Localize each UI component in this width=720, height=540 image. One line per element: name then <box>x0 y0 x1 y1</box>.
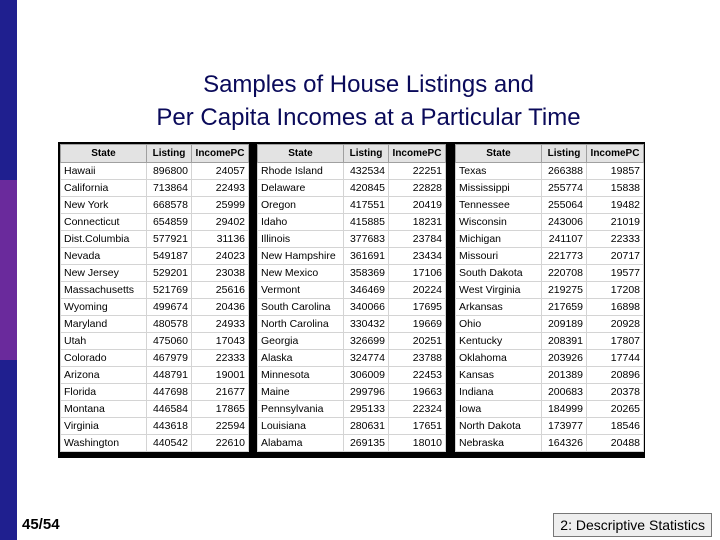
income-cell: 18231 <box>389 214 446 231</box>
income-cell: 16898 <box>587 299 644 316</box>
table-row <box>258 248 446 265</box>
data-table-1 <box>60 144 249 452</box>
state-cell: Utah <box>61 333 147 350</box>
state-cell: Wyoming <box>61 299 147 316</box>
listing-cell: 164326 <box>542 435 587 452</box>
column-header: Listing <box>344 145 389 163</box>
income-cell: 19482 <box>587 197 644 214</box>
state-cell: Iowa <box>456 401 542 418</box>
footer-label: 2: Descriptive Statistics <box>553 513 712 537</box>
listing-cell: 255064 <box>542 197 587 214</box>
table-row <box>258 350 446 367</box>
income-cell: 17865 <box>192 401 249 418</box>
income-cell: 18546 <box>587 418 644 435</box>
income-cell: 22594 <box>192 418 249 435</box>
state-cell: Arizona <box>61 367 147 384</box>
table-row <box>456 282 644 299</box>
income-cell: 23788 <box>389 350 446 367</box>
table-row <box>61 163 249 180</box>
table-row <box>456 435 644 452</box>
column-header: State <box>456 145 542 163</box>
state-cell: Indiana <box>456 384 542 401</box>
table-row <box>456 367 644 384</box>
state-cell: South Carolina <box>258 299 344 316</box>
income-cell: 24023 <box>192 248 249 265</box>
listing-cell: 280631 <box>344 418 389 435</box>
income-cell: 22453 <box>389 367 446 384</box>
listing-cell: 299796 <box>344 384 389 401</box>
side-bar-middle <box>0 180 17 360</box>
listing-cell: 361691 <box>344 248 389 265</box>
listing-cell: 184999 <box>542 401 587 418</box>
table-row <box>258 401 446 418</box>
income-cell: 20251 <box>389 333 446 350</box>
table-row <box>258 214 446 231</box>
table-row <box>456 333 644 350</box>
state-cell: West Virginia <box>456 282 542 299</box>
listing-cell: 201389 <box>542 367 587 384</box>
state-cell: Arkansas <box>456 299 542 316</box>
state-cell: Pennsylvania <box>258 401 344 418</box>
table-row <box>61 180 249 197</box>
income-cell: 21677 <box>192 384 249 401</box>
income-cell: 25616 <box>192 282 249 299</box>
listing-cell: 203926 <box>542 350 587 367</box>
income-cell: 15838 <box>587 180 644 197</box>
income-cell: 19663 <box>389 384 446 401</box>
income-cell: 21019 <box>587 214 644 231</box>
listing-cell: 306009 <box>344 367 389 384</box>
income-cell: 20928 <box>587 316 644 333</box>
title-line-2: Per Capita Incomes at a Particular Time <box>156 104 581 131</box>
listing-cell: 896800 <box>147 163 192 180</box>
column-header: IncomePC <box>587 145 644 163</box>
income-cell: 20265 <box>587 401 644 418</box>
table-row <box>258 384 446 401</box>
table-row <box>456 163 644 180</box>
table-row <box>61 418 249 435</box>
income-cell: 17695 <box>389 299 446 316</box>
state-cell: Kentucky <box>456 333 542 350</box>
income-cell: 17208 <box>587 282 644 299</box>
listing-cell: 440542 <box>147 435 192 452</box>
income-cell: 20224 <box>389 282 446 299</box>
table-row <box>61 350 249 367</box>
state-cell: North Carolina <box>258 316 344 333</box>
listing-cell: 446584 <box>147 401 192 418</box>
listing-cell: 324774 <box>344 350 389 367</box>
column-header: State <box>258 145 344 163</box>
listing-cell: 241107 <box>542 231 587 248</box>
listing-cell: 173977 <box>542 418 587 435</box>
table-row <box>61 435 249 452</box>
listing-cell: 269135 <box>344 435 389 452</box>
state-cell: Oregon <box>258 197 344 214</box>
listing-cell: 654859 <box>147 214 192 231</box>
state-cell: Texas <box>456 163 542 180</box>
listing-cell: 668578 <box>147 197 192 214</box>
state-cell: Colorado <box>61 350 147 367</box>
income-cell: 22333 <box>587 231 644 248</box>
table-row <box>456 384 644 401</box>
column-header: IncomePC <box>389 145 446 163</box>
income-cell: 20378 <box>587 384 644 401</box>
state-cell: Washington <box>61 435 147 452</box>
listing-cell: 255774 <box>542 180 587 197</box>
income-cell: 23434 <box>389 248 446 265</box>
column-header: Listing <box>147 145 192 163</box>
table-row <box>61 248 249 265</box>
state-cell: Tennessee <box>456 197 542 214</box>
table-row <box>61 265 249 282</box>
listing-cell: 420845 <box>344 180 389 197</box>
listing-cell: 243006 <box>542 214 587 231</box>
table-row <box>258 197 446 214</box>
data-table-2 <box>257 144 446 452</box>
income-cell: 19857 <box>587 163 644 180</box>
table-row <box>61 197 249 214</box>
tables-container <box>58 142 645 458</box>
table-row <box>258 333 446 350</box>
state-cell: Wisconsin <box>456 214 542 231</box>
table-row <box>456 231 644 248</box>
income-cell: 19001 <box>192 367 249 384</box>
state-cell: Rhode Island <box>258 163 344 180</box>
listing-cell: 447698 <box>147 384 192 401</box>
income-cell: 17744 <box>587 350 644 367</box>
listing-cell: 415885 <box>344 214 389 231</box>
state-cell: Massachusetts <box>61 282 147 299</box>
income-cell: 20419 <box>389 197 446 214</box>
table-row <box>258 435 446 452</box>
table-row <box>61 367 249 384</box>
column-header: Listing <box>542 145 587 163</box>
state-cell: Connecticut <box>61 214 147 231</box>
state-cell: Michigan <box>456 231 542 248</box>
table-row <box>61 282 249 299</box>
state-cell: Minnesota <box>258 367 344 384</box>
listing-cell: 208391 <box>542 333 587 350</box>
listing-cell: 346469 <box>344 282 389 299</box>
listing-cell: 219275 <box>542 282 587 299</box>
table-row <box>456 265 644 282</box>
table-row <box>258 163 446 180</box>
state-cell: Nevada <box>61 248 147 265</box>
table-row <box>258 265 446 282</box>
state-cell: Maryland <box>61 316 147 333</box>
table-row <box>456 401 644 418</box>
income-cell: 20896 <box>587 367 644 384</box>
state-cell: Idaho <box>258 214 344 231</box>
table-row <box>456 180 644 197</box>
listing-cell: 432534 <box>344 163 389 180</box>
table-row <box>456 248 644 265</box>
table-row <box>456 350 644 367</box>
page-number: 45/54 <box>22 516 60 533</box>
table-row <box>258 367 446 384</box>
state-cell: Florida <box>61 384 147 401</box>
state-cell: Mississippi <box>456 180 542 197</box>
income-cell: 22324 <box>389 401 446 418</box>
state-cell: California <box>61 180 147 197</box>
state-cell: Hawaii <box>61 163 147 180</box>
table-row <box>456 214 644 231</box>
column-header: IncomePC <box>192 145 249 163</box>
listing-cell: 340066 <box>344 299 389 316</box>
slide-title <box>17 68 720 134</box>
table-row <box>258 418 446 435</box>
state-cell: New Hampshire <box>258 248 344 265</box>
state-cell: Dist.Columbia <box>61 231 147 248</box>
table-row <box>456 197 644 214</box>
listing-cell: 209189 <box>542 316 587 333</box>
table-row <box>61 316 249 333</box>
listing-cell: 521769 <box>147 282 192 299</box>
state-cell: South Dakota <box>456 265 542 282</box>
table-row <box>258 180 446 197</box>
income-cell: 17807 <box>587 333 644 350</box>
table-row <box>456 418 644 435</box>
state-cell: New York <box>61 197 147 214</box>
income-cell: 18010 <box>389 435 446 452</box>
column-header: State <box>61 145 147 163</box>
state-cell: Ohio <box>456 316 542 333</box>
data-table-3 <box>455 144 644 452</box>
state-cell: Vermont <box>258 282 344 299</box>
income-cell: 17106 <box>389 265 446 282</box>
income-cell: 20717 <box>587 248 644 265</box>
listing-cell: 377683 <box>344 231 389 248</box>
income-cell: 22493 <box>192 180 249 197</box>
income-cell: 22251 <box>389 163 446 180</box>
income-cell: 19577 <box>587 265 644 282</box>
income-cell: 25999 <box>192 197 249 214</box>
income-cell: 19669 <box>389 316 446 333</box>
listing-cell: 475060 <box>147 333 192 350</box>
state-cell: Nebraska <box>456 435 542 452</box>
table-row <box>61 231 249 248</box>
table-row <box>456 316 644 333</box>
table-row <box>61 299 249 316</box>
state-cell: Missouri <box>456 248 542 265</box>
state-cell: Montana <box>61 401 147 418</box>
state-cell: Virginia <box>61 418 147 435</box>
side-bar-top <box>0 0 17 180</box>
listing-cell: 217659 <box>542 299 587 316</box>
listing-cell: 330432 <box>344 316 389 333</box>
income-cell: 23784 <box>389 231 446 248</box>
listing-cell: 358369 <box>344 265 389 282</box>
income-cell: 20488 <box>587 435 644 452</box>
income-cell: 22610 <box>192 435 249 452</box>
table-row <box>61 333 249 350</box>
listing-cell: 326699 <box>344 333 389 350</box>
income-cell: 17043 <box>192 333 249 350</box>
table-row <box>258 231 446 248</box>
listing-cell: 221773 <box>542 248 587 265</box>
table-row <box>61 214 249 231</box>
state-cell: Illinois <box>258 231 344 248</box>
listing-cell: 480578 <box>147 316 192 333</box>
listing-cell: 448791 <box>147 367 192 384</box>
state-cell: Delaware <box>258 180 344 197</box>
table-row <box>456 299 644 316</box>
income-cell: 31136 <box>192 231 249 248</box>
listing-cell: 549187 <box>147 248 192 265</box>
state-cell: Alaska <box>258 350 344 367</box>
listing-cell: 499674 <box>147 299 192 316</box>
listing-cell: 417551 <box>344 197 389 214</box>
state-cell: Kansas <box>456 367 542 384</box>
listing-cell: 220708 <box>542 265 587 282</box>
state-cell: Georgia <box>258 333 344 350</box>
state-cell: Maine <box>258 384 344 401</box>
state-cell: Alabama <box>258 435 344 452</box>
state-cell: North Dakota <box>456 418 542 435</box>
income-cell: 24057 <box>192 163 249 180</box>
income-cell: 20436 <box>192 299 249 316</box>
listing-cell: 529201 <box>147 265 192 282</box>
side-bar-bottom <box>0 360 17 540</box>
state-cell: New Mexico <box>258 265 344 282</box>
state-cell: Oklahoma <box>456 350 542 367</box>
table-row <box>258 282 446 299</box>
table-row <box>258 299 446 316</box>
income-cell: 23038 <box>192 265 249 282</box>
listing-cell: 577921 <box>147 231 192 248</box>
income-cell: 17651 <box>389 418 446 435</box>
listing-cell: 713864 <box>147 180 192 197</box>
title-line-1: Samples of House Listings and <box>203 71 534 98</box>
listing-cell: 266388 <box>542 163 587 180</box>
listing-cell: 295133 <box>344 401 389 418</box>
income-cell: 22828 <box>389 180 446 197</box>
state-cell: New Jersey <box>61 265 147 282</box>
listing-cell: 443618 <box>147 418 192 435</box>
income-cell: 24933 <box>192 316 249 333</box>
listing-cell: 467979 <box>147 350 192 367</box>
listing-cell: 200683 <box>542 384 587 401</box>
table-row <box>61 384 249 401</box>
income-cell: 29402 <box>192 214 249 231</box>
table-row <box>61 401 249 418</box>
state-cell: Louisiana <box>258 418 344 435</box>
income-cell: 22333 <box>192 350 249 367</box>
table-row <box>258 316 446 333</box>
